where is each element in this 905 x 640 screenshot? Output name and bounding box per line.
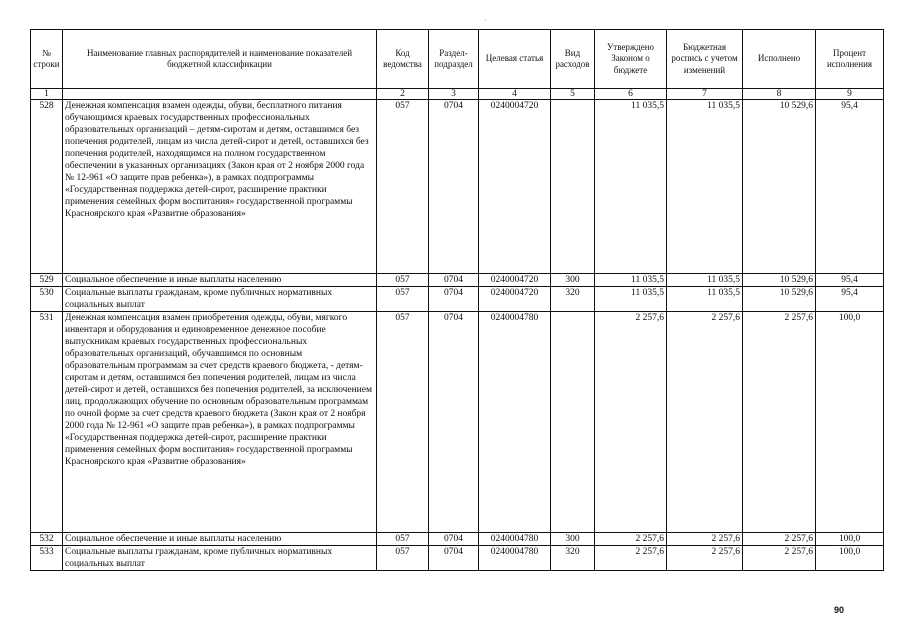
- row-number: 531: [31, 312, 63, 533]
- row-budget: 2 257,6: [667, 312, 743, 533]
- table-row: [31, 546, 884, 571]
- row-type: 300: [551, 274, 595, 287]
- row-section: 0704: [429, 287, 479, 312]
- row-number: 532: [31, 533, 63, 546]
- row-target: 0240004720: [479, 287, 551, 312]
- row-type: 300: [551, 533, 595, 546]
- header-approved: Утверждено Законом о бюджете: [595, 30, 667, 89]
- row-budget: 2 257,6: [667, 533, 743, 546]
- row-budget: 11 035,5: [667, 100, 743, 274]
- column-number: 2: [377, 89, 429, 100]
- row-name: Социальные выплаты гражданам, кроме публичных нормативных социальных выплат: [63, 546, 377, 571]
- row-number: 533: [31, 546, 63, 571]
- row-type: [551, 312, 595, 533]
- row-budget: 11 035,5: [667, 287, 743, 312]
- column-number: 5: [551, 89, 595, 100]
- row-name: Социальные выплаты гражданам, кроме публичных нормативных социальных выплат: [63, 287, 377, 312]
- row-section: 0704: [429, 546, 479, 571]
- scan-mark: ·: [484, 16, 487, 25]
- row-percent: 100,0: [816, 546, 884, 571]
- row-dept: 057: [377, 287, 429, 312]
- table-row: [31, 274, 884, 287]
- row-executed: 2 257,6: [743, 312, 816, 533]
- row-percent: 95,4: [816, 100, 884, 274]
- header-target-item: Целевая статья: [479, 30, 551, 89]
- row-dept: 057: [377, 100, 429, 274]
- row-budget: 2 257,6: [667, 546, 743, 571]
- row-executed: 10 529,6: [743, 274, 816, 287]
- row-target: 0240004780: [479, 533, 551, 546]
- column-number: 3: [429, 89, 479, 100]
- column-number: [63, 89, 377, 100]
- row-number: 529: [31, 274, 63, 287]
- row-type: [551, 100, 595, 274]
- row-target: 0240004720: [479, 274, 551, 287]
- row-percent: 100,0: [816, 312, 884, 533]
- row-approved: 11 035,5: [595, 287, 667, 312]
- column-number: 9: [816, 89, 884, 100]
- row-type: 320: [551, 287, 595, 312]
- row-name: Социальное обеспечение и иные выплаты населению: [63, 274, 377, 287]
- row-target: 0240004780: [479, 312, 551, 533]
- row-executed: 2 257,6: [743, 533, 816, 546]
- row-section: 0704: [429, 312, 479, 533]
- row-name: Денежная компенсация взамен одежды, обуви, бесплатного питания обучающимся краевых государственных профессиональных образовательных организаций – детям-сиротам и детям, оставшимся без попечения родителей, лицам из числа детей-сирот и детей, оставшихся без попечения родителей, находящимся на полном государственном обеспечении в указанных организациях (Закон края от 2 ноября 2000 года № 12-961 «О защите прав ребенка»), в рамках подпрограммы «Государственная поддержка детей-сирот, расширение практики применения семейных форм воспитания» государственной программы Красноярского края «Развитие образования»: [63, 100, 377, 274]
- table-row: [31, 312, 884, 533]
- row-executed: 2 257,6: [743, 546, 816, 571]
- row-number: 530: [31, 287, 63, 312]
- column-number: 7: [667, 89, 743, 100]
- column-number: 4: [479, 89, 551, 100]
- row-type: 320: [551, 546, 595, 571]
- header-executed: Исполнено: [743, 30, 816, 89]
- table-row: [31, 100, 884, 274]
- row-percent: 95,4: [816, 287, 884, 312]
- header-name: Наименование главных распорядителей и наименование показателей бюджетной классификации: [63, 30, 377, 89]
- header-section: Раздел-подраздел: [429, 30, 479, 89]
- row-budget: 11 035,5: [667, 274, 743, 287]
- row-dept: 057: [377, 274, 429, 287]
- header-dept-code: Код ведомства: [377, 30, 429, 89]
- header-budget-schedule: Бюджетная роспись с учетом изменений: [667, 30, 743, 89]
- row-name: Социальное обеспечение и иные выплаты населению: [63, 533, 377, 546]
- row-percent: 100,0: [816, 533, 884, 546]
- row-section: 0704: [429, 100, 479, 274]
- row-section: 0704: [429, 533, 479, 546]
- column-number: 8: [743, 89, 816, 100]
- table-row: [31, 533, 884, 546]
- column-number: 6: [595, 89, 667, 100]
- row-percent: 95,4: [816, 274, 884, 287]
- budget-execution-table: [30, 29, 884, 571]
- table-row: [31, 287, 884, 312]
- column-number-row: [31, 89, 884, 100]
- row-number: 528: [31, 100, 63, 274]
- row-approved: 2 257,6: [595, 533, 667, 546]
- row-target: 0240004780: [479, 546, 551, 571]
- table-header-row: [31, 30, 884, 89]
- row-dept: 057: [377, 546, 429, 571]
- row-approved: 2 257,6: [595, 546, 667, 571]
- row-dept: 057: [377, 533, 429, 546]
- row-dept: 057: [377, 312, 429, 533]
- page-number: 90: [834, 605, 845, 615]
- header-row-number: № строки: [31, 30, 63, 89]
- row-executed: 10 529,6: [743, 100, 816, 274]
- header-percent: Процент исполнения: [816, 30, 884, 89]
- row-approved: 11 035,5: [595, 274, 667, 287]
- row-name: Денежная компенсация взамен приобретения одежды, обуви, мягкого инвентаря и оборудования и единовременное денежное пособие выпускникам краевых государственных профессиональных образовательных организаций, обучавшимся по основным образовательным программам за счет средств краевого бюджета, - детям-сиротам и детям, оставшимся без попечения родителей, лицам из числа детей-сирот и детей, оставшихся без попечения родителей, за исключением лиц, продолжающих обучение по основным образовательным программам по очной форме за счет средств краевого бюджета (Закон края от 2 ноября 2000 года № 12-961 «О защите прав ребенка»), в рамках подпрограммы «Государственная поддержка детей-сирот, расширение практики применения семейных форм воспитания» государственной программы Красноярского края «Развитие образования»: [63, 312, 377, 533]
- row-target: 0240004720: [479, 100, 551, 274]
- row-section: 0704: [429, 274, 479, 287]
- column-number: 1: [31, 89, 63, 100]
- row-approved: 11 035,5: [595, 100, 667, 274]
- row-approved: 2 257,6: [595, 312, 667, 533]
- header-expense-type: Вид расходов: [551, 30, 595, 89]
- row-executed: 10 529,6: [743, 287, 816, 312]
